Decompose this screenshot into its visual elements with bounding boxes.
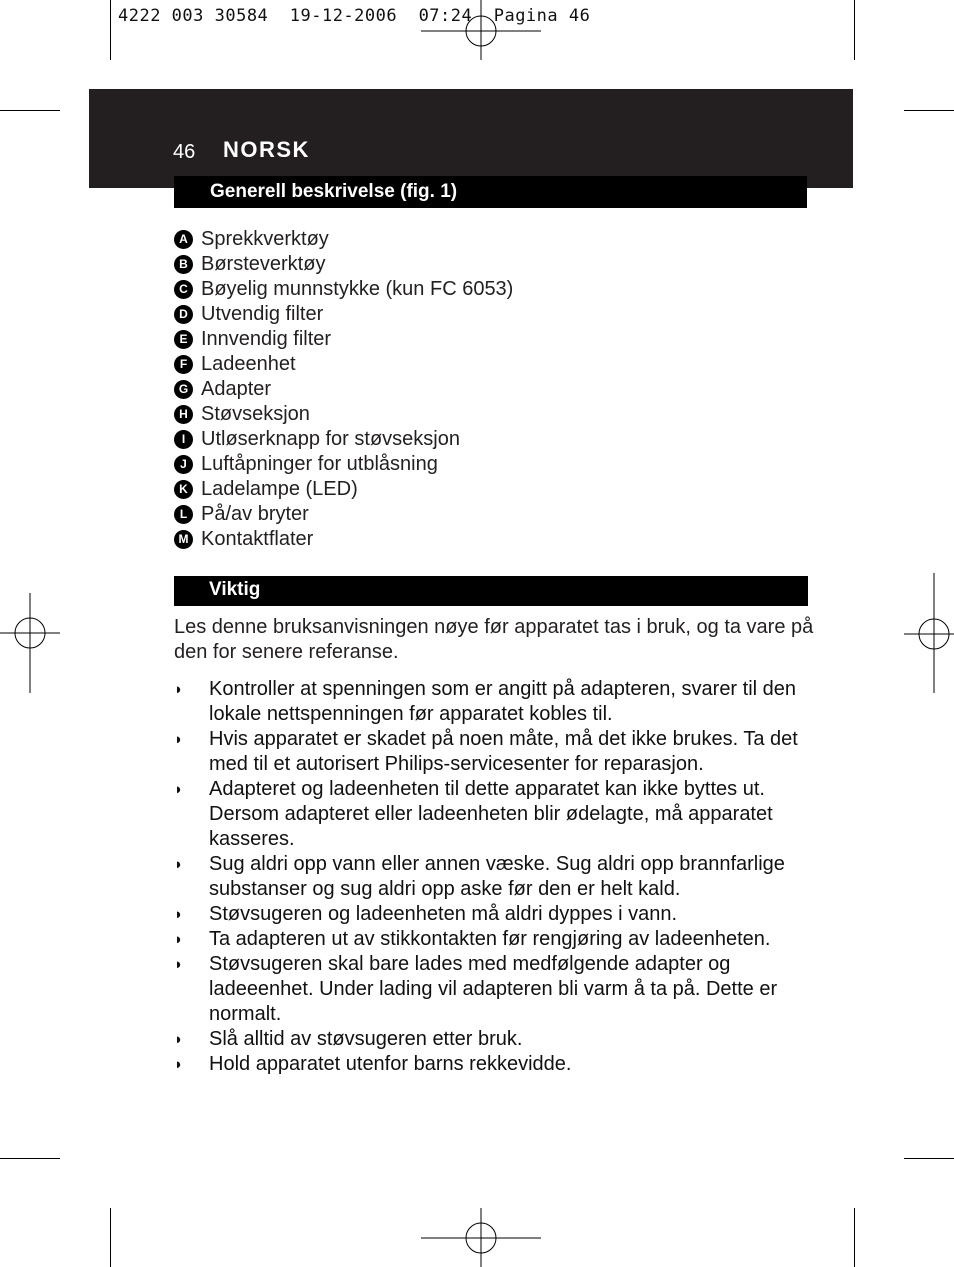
bullet-icon: ◗: [174, 906, 184, 923]
part-label: Ladeenhet: [201, 353, 296, 375]
registration-mark-right: [904, 573, 954, 693]
crop-mark: [904, 110, 954, 111]
list-item: [174, 727, 814, 777]
parts-list-item: [174, 352, 513, 377]
list-item: [174, 1052, 814, 1077]
part-label: Luftåpninger for utblåsning: [201, 453, 438, 475]
page-number: 46: [173, 141, 196, 163]
print-slug: 4222 003 30584 19-12-2006 07:24 Pagina 46: [118, 6, 591, 26]
parts-list-item: [174, 452, 513, 477]
list-item: [174, 1027, 814, 1052]
parts-list-item: [174, 252, 513, 277]
safety-bullet-list: [174, 677, 814, 1077]
header-band: [89, 89, 853, 188]
bullet-text: Sug aldri opp vann eller annen væske. Sug aldri opp brannfarlige substanser og sug aldri opp aske før den er helt kald.: [209, 853, 785, 900]
parts-list-item: [174, 277, 513, 302]
part-label: På/av bryter: [201, 503, 309, 525]
bullet-text: Adapteret og ladeenheten til dette apparatet kan ikke byttes ut. Dersom adapteret eller ladeenheten blir ødelagte, må apparatet kasseres.: [209, 778, 773, 850]
parts-list-item: [174, 402, 513, 427]
letter-circle-icon: H: [174, 405, 193, 424]
parts-list-item: [174, 477, 513, 502]
parts-list-item: [174, 227, 513, 252]
crop-mark: [854, 1208, 855, 1267]
list-item: [174, 852, 814, 902]
parts-list-item: [174, 302, 513, 327]
bullet-icon: ◗: [174, 731, 184, 748]
letter-circle-icon: A: [174, 230, 193, 249]
registration-mark-bottom: [421, 1208, 541, 1267]
bullet-text: Kontroller at spenningen som er angitt på adapteren, svarer til den lokale nettspenningen før apparatet kobles til.: [209, 678, 797, 725]
crop-mark: [110, 1208, 111, 1267]
crop-mark: [854, 0, 855, 60]
parts-list-item: [174, 427, 513, 452]
crop-mark: [0, 1158, 60, 1159]
list-item: [174, 677, 814, 727]
letter-circle-icon: D: [174, 305, 193, 324]
list-item: [174, 902, 814, 927]
letter-circle-icon: J: [174, 455, 193, 474]
letter-circle-icon: M: [174, 530, 193, 549]
section-title-important: Viktig: [174, 576, 808, 606]
bullet-text: Hold apparatet utenfor barns rekkevidde.: [209, 1053, 572, 1075]
bullet-icon: ◗: [174, 856, 184, 873]
parts-list-item: [174, 527, 513, 552]
part-label: Innvendig filter: [201, 328, 332, 350]
part-label: Ladelampe (LED): [201, 478, 358, 500]
bullet-text: Støvsugeren skal bare lades med medfølgende adapter og ladeeenhet. Under lading vil adapteren bli varm å ta på. Dette er normalt.: [209, 953, 778, 1025]
crop-mark: [904, 1158, 954, 1159]
bullet-icon: ◗: [174, 1031, 184, 1048]
part-label: Bøyelig munnstykke (kun FC 6053): [201, 278, 514, 300]
part-label: Utvendig filter: [201, 303, 324, 325]
section-title-description: Generell beskrivelse (fig. 1): [174, 176, 807, 208]
part-label: Adapter: [201, 378, 272, 400]
parts-list-item: [174, 327, 513, 352]
part-label: Kontaktflater: [201, 528, 314, 550]
letter-circle-icon: I: [174, 430, 193, 449]
letter-circle-icon: E: [174, 330, 193, 349]
list-item: [174, 952, 814, 1027]
bullet-icon: ◗: [174, 1056, 184, 1073]
bullet-text: Ta adapteren ut av stikkontakten før rengjøring av ladeenheten.: [209, 928, 771, 950]
bullet-icon: ◗: [174, 956, 184, 973]
bullet-text: Slå alltid av støvsugeren etter bruk.: [209, 1028, 523, 1050]
bullet-text: Støvsugeren og ladeenheten må aldri dyppes i vann.: [209, 903, 678, 925]
language-heading: NORSK: [223, 137, 310, 162]
part-label: Sprekkverktøy: [201, 228, 329, 250]
bullet-icon: ◗: [174, 681, 184, 698]
registration-mark-left: [0, 593, 60, 693]
letter-circle-icon: G: [174, 380, 193, 399]
parts-list-item: [174, 377, 513, 402]
bullet-icon: ◗: [174, 931, 184, 948]
parts-list: [174, 227, 513, 552]
intro-paragraph: Les denne bruksanvisningen nøye før apparatet tas i bruk, og ta vare på den for senere referanse.: [174, 616, 814, 663]
letter-circle-icon: B: [174, 255, 193, 274]
list-item: [174, 927, 814, 952]
part-label: Børsteverktøy: [201, 253, 326, 275]
bullet-text: Hvis apparatet er skadet på noen måte, må det ikke brukes. Ta det med til et autorisert Philips-servicesenter for reparasjon.: [209, 728, 798, 775]
bullet-icon: ◗: [174, 781, 184, 798]
part-label: Støvseksjon: [201, 403, 310, 425]
letter-circle-icon: C: [174, 280, 193, 299]
crop-mark: [110, 0, 111, 60]
parts-list-item: [174, 502, 513, 527]
crop-mark: [0, 110, 60, 111]
part-label: Utløserknapp for støvseksjon: [201, 428, 460, 450]
list-item: [174, 777, 814, 852]
letter-circle-icon: L: [174, 505, 193, 524]
letter-circle-icon: F: [174, 355, 193, 374]
letter-circle-icon: K: [174, 480, 193, 499]
